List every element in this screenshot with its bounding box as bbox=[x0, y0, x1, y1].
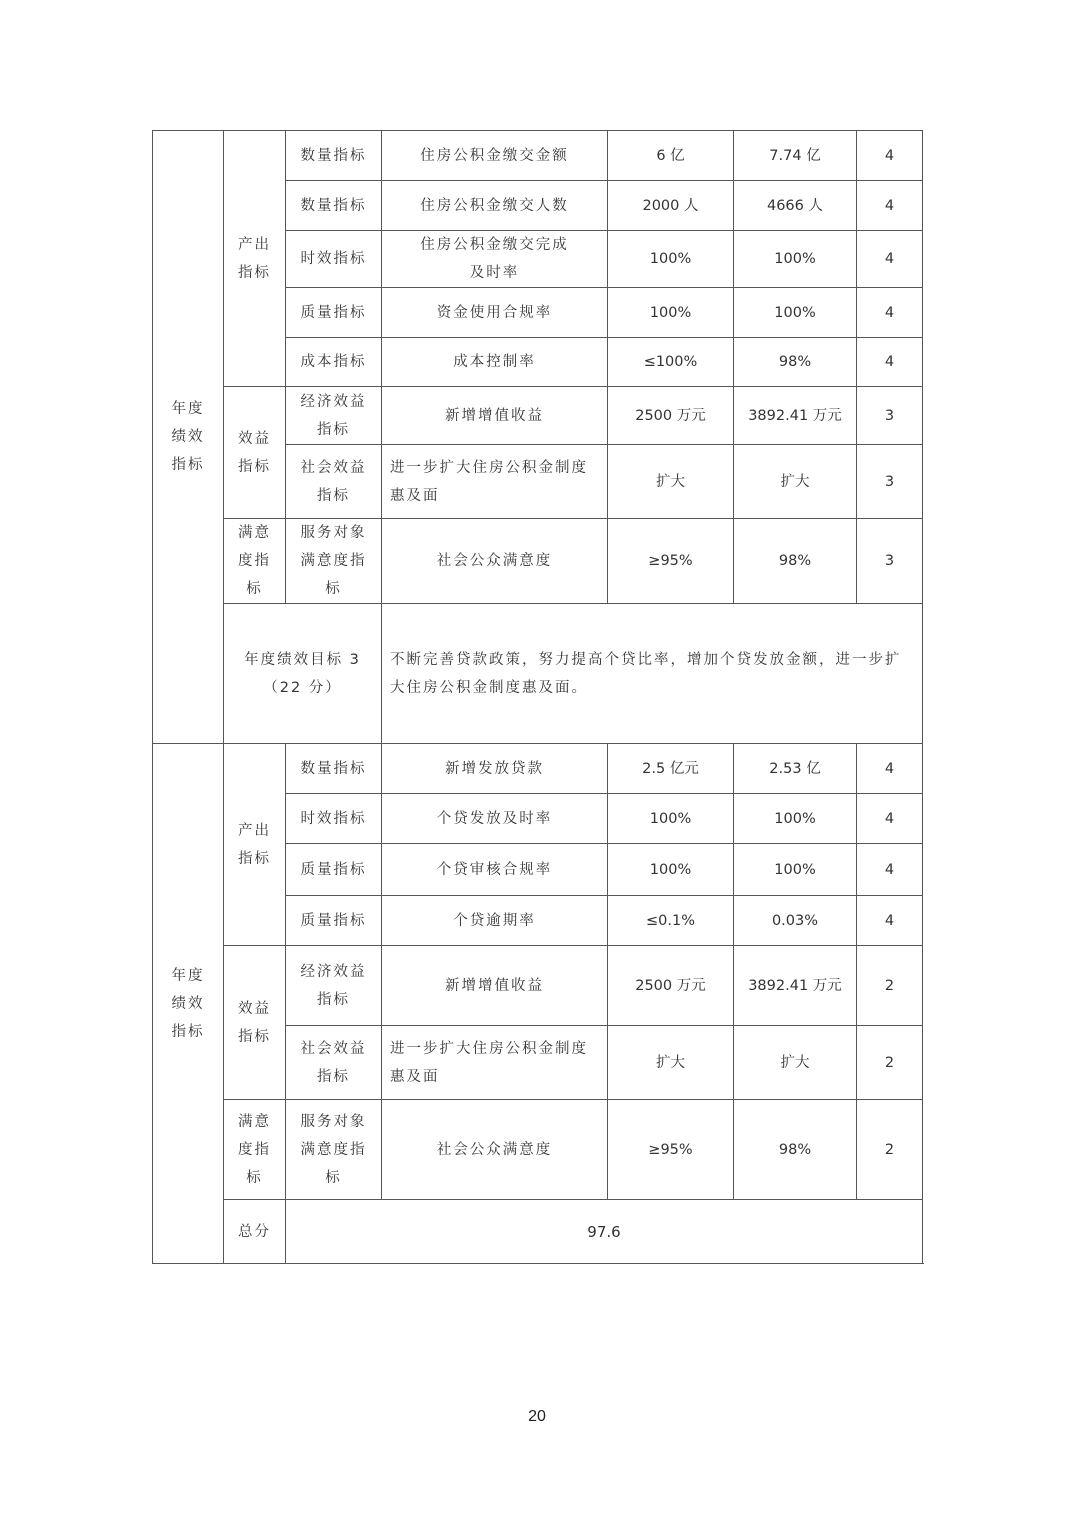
table-row bbox=[153, 131, 923, 181]
goal-label-cell bbox=[224, 604, 382, 744]
score-cell: 4 bbox=[857, 794, 923, 844]
score-cell: 3 bbox=[857, 519, 923, 604]
table-row bbox=[153, 1100, 923, 1200]
actual-cell: 100% bbox=[734, 794, 857, 844]
target-cell: 100% bbox=[608, 231, 734, 288]
total-value-cell: 97.6 bbox=[286, 1200, 923, 1264]
score-cell: 3 bbox=[857, 445, 923, 519]
indicator-cell: 新增发放贷款 bbox=[382, 744, 608, 794]
type-cell: 时效指标 bbox=[286, 231, 382, 288]
type-cell: 社会效益指标 bbox=[286, 1026, 382, 1100]
indicator-cell: 成本控制率 bbox=[382, 338, 608, 387]
target-cell: 100% bbox=[608, 794, 734, 844]
goal-points: （22 分） bbox=[263, 679, 342, 696]
score-cell: 4 bbox=[857, 744, 923, 794]
indicator-cell bbox=[382, 231, 608, 288]
target-cell: 扩大 bbox=[608, 1026, 734, 1100]
target-cell: 2500 万元 bbox=[608, 387, 734, 445]
type-cell: 服务对象满意度指标 bbox=[286, 519, 382, 604]
type-cell: 服务对象满意度指标 bbox=[286, 1100, 382, 1200]
actual-cell: 98% bbox=[734, 338, 857, 387]
actual-cell: 4666 人 bbox=[734, 181, 857, 231]
target-cell: ≤0.1% bbox=[608, 896, 734, 946]
actual-cell: 100% bbox=[734, 844, 857, 896]
type-cell: 数量指标 bbox=[286, 181, 382, 231]
score-cell: 2 bbox=[857, 1100, 923, 1200]
actual-cell: 扩大 bbox=[734, 1026, 857, 1100]
actual-cell: 3892.41 万元 bbox=[734, 387, 857, 445]
score-cell: 4 bbox=[857, 896, 923, 946]
indicator-cell: 进一步扩大住房公积金制度惠及面 bbox=[382, 1026, 608, 1100]
type-cell: 数量指标 bbox=[286, 131, 382, 181]
actual-cell: 3892.41 万元 bbox=[734, 946, 857, 1026]
indicator-cell: 个贷发放及时率 bbox=[382, 794, 608, 844]
target-cell: 100% bbox=[608, 288, 734, 338]
indicator-line: 及时率 bbox=[469, 265, 520, 281]
target-cell: 2000 人 bbox=[608, 181, 734, 231]
type-cell: 时效指标 bbox=[286, 794, 382, 844]
group-cell: 产出指标 bbox=[224, 131, 286, 387]
category-cell: 年度绩效指标 bbox=[153, 131, 224, 744]
score-cell: 2 bbox=[857, 1026, 923, 1100]
table-row bbox=[153, 519, 923, 604]
score-cell: 4 bbox=[857, 338, 923, 387]
indicator-cell: 社会公众满意度 bbox=[382, 1100, 608, 1200]
performance-table bbox=[152, 130, 923, 1264]
goal-text-cell: 不断完善贷款政策，努力提高个贷比率，增加个贷发放金额，进一步扩大住房公积金制度惠及面。 bbox=[382, 604, 923, 744]
score-cell: 4 bbox=[857, 288, 923, 338]
actual-cell: 100% bbox=[734, 288, 857, 338]
target-cell: 100% bbox=[608, 844, 734, 896]
type-cell: 质量指标 bbox=[286, 896, 382, 946]
table-row bbox=[153, 604, 923, 744]
actual-cell: 98% bbox=[734, 1100, 857, 1200]
type-cell: 经济效益指标 bbox=[286, 387, 382, 445]
score-cell: 3 bbox=[857, 387, 923, 445]
indicator-cell: 住房公积金缴交金额 bbox=[382, 131, 608, 181]
score-cell: 4 bbox=[857, 231, 923, 288]
indicator-cell: 个贷审核合规率 bbox=[382, 844, 608, 896]
actual-cell: 扩大 bbox=[734, 445, 857, 519]
actual-cell: 7.74 亿 bbox=[734, 131, 857, 181]
indicator-cell: 新增增值收益 bbox=[382, 387, 608, 445]
actual-cell: 2.53 亿 bbox=[734, 744, 857, 794]
category-cell: 年度绩效指标 bbox=[153, 744, 224, 1264]
target-cell: ≥95% bbox=[608, 1100, 734, 1200]
target-cell: 6 亿 bbox=[608, 131, 734, 181]
indicator-cell: 资金使用合规率 bbox=[382, 288, 608, 338]
score-cell: 2 bbox=[857, 946, 923, 1026]
group-cell: 效益指标 bbox=[224, 387, 286, 519]
actual-cell: 100% bbox=[734, 231, 857, 288]
group-cell: 效益指标 bbox=[224, 946, 286, 1100]
table-row bbox=[153, 387, 923, 445]
indicator-cell: 新增增值收益 bbox=[382, 946, 608, 1026]
indicator-cell: 进一步扩大住房公积金制度惠及面 bbox=[382, 445, 608, 519]
score-cell: 4 bbox=[857, 181, 923, 231]
target-cell: ≤100% bbox=[608, 338, 734, 387]
page-number: 20 bbox=[528, 1408, 546, 1425]
score-cell: 4 bbox=[857, 844, 923, 896]
group-cell: 满意度指标 bbox=[224, 519, 286, 604]
type-cell: 数量指标 bbox=[286, 744, 382, 794]
indicator-line: 住房公积金缴交完成 bbox=[420, 237, 569, 253]
type-cell: 质量指标 bbox=[286, 288, 382, 338]
table-row bbox=[153, 1200, 923, 1264]
table-row bbox=[153, 744, 923, 794]
actual-cell: 0.03% bbox=[734, 896, 857, 946]
goal-label: 年度绩效目标 3 bbox=[244, 651, 361, 668]
type-cell: 社会效益指标 bbox=[286, 445, 382, 519]
total-label-cell: 总分 bbox=[224, 1200, 286, 1264]
target-cell: 2.5 亿元 bbox=[608, 744, 734, 794]
type-cell: 成本指标 bbox=[286, 338, 382, 387]
type-cell: 质量指标 bbox=[286, 844, 382, 896]
group-cell: 满意度指标 bbox=[224, 1100, 286, 1200]
target-cell: 扩大 bbox=[608, 445, 734, 519]
table-row bbox=[153, 946, 923, 1026]
actual-cell: 98% bbox=[734, 519, 857, 604]
target-cell: 2500 万元 bbox=[608, 946, 734, 1026]
score-cell: 4 bbox=[857, 131, 923, 181]
target-cell: ≥95% bbox=[608, 519, 734, 604]
indicator-cell: 社会公众满意度 bbox=[382, 519, 608, 604]
type-cell: 经济效益指标 bbox=[286, 946, 382, 1026]
group-cell: 产出指标 bbox=[224, 744, 286, 946]
indicator-cell: 住房公积金缴交人数 bbox=[382, 181, 608, 231]
indicator-cell: 个贷逾期率 bbox=[382, 896, 608, 946]
